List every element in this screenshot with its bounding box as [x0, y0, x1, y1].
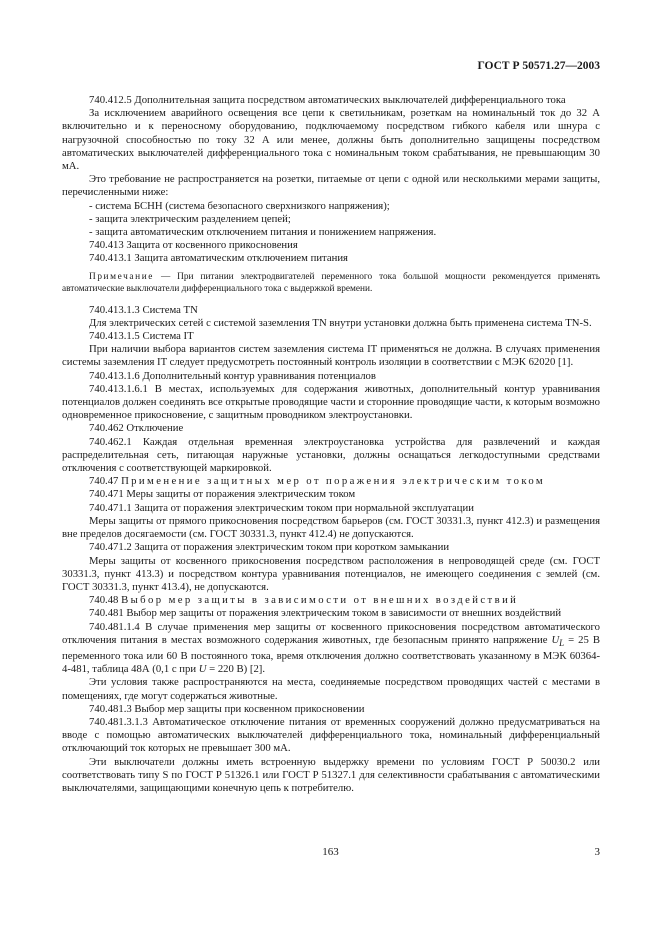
- paragraph: За исключением аварийного освещения все цепи к светильникам, розеткам на номинальный ток до 32 А включительно и к переносному оборудованию, подключаемому посредством гибкого кабеля или шнура с нагрузочной способностью по току 32 А или менее, должны быть дополнительно защищены посредством автоматических выключателей дифференциального тока с номинальным током срабатывания, не превышающим 30 мА.: [62, 107, 600, 173]
- list-item: - защита электрическим разделением цепей;: [89, 212, 291, 225]
- clause-740-413: 740.413 Защита от косвенного прикосновения: [89, 239, 298, 252]
- clause-740-481: 740.481 Выбор мер защиты от поражения электрическим током в зависимости от внешних воздействий: [89, 607, 562, 620]
- note: [62, 271, 600, 295]
- clause-740-471-1: 740.471.1 Защита от поражения электрическим током при нормальной эксплуатации: [89, 501, 474, 514]
- clause-740-462: 740.462 Отключение: [89, 422, 184, 435]
- section-title: Выбор мер защиты в зависимости от внешних воздействий: [121, 594, 519, 607]
- clause-740-413-1-5: 740.413.1.5 Система IT: [89, 330, 194, 343]
- paragraph: Для электрических сетей с системой заземления TN внутри установки должна быть применена система TN-S.: [89, 316, 592, 329]
- paragraph: Меры защиты от прямого прикосновения посредством барьеров (см. ГОСТ 30331.3, пункт 412.3) и размещения вне пределов досягаемости (см. ГОСТ 30331.3, пункт 412.4) не допускаются.: [62, 514, 600, 541]
- clause-740-471-2: 740.471.2 Защита от поражения электрическим током при коротком замыкании: [89, 541, 450, 554]
- sheet-number: 3: [594, 846, 600, 858]
- paragraph: 740.462.1 Каждая отдельная временная электроустановка устройства для развлечений и каждая распределительная сеть, питающая наружные установки, должны оснащаться легкодоступными средствами отключения с соответствующей маркировкой.: [62, 435, 600, 475]
- clause-740-412-5: 740.412.5 Дополнительная защита посредством автоматических выключателей дифференциального тока: [89, 94, 566, 106]
- section-740-47: [62, 475, 600, 488]
- list-item: - защита автоматическим отключением питания и понижением напряжения.: [89, 226, 437, 239]
- paragraph: Эти выключатели должны иметь встроенную выдержку времени по условиям ГОСТ Р 50030.2 или соответствовать типу S по ГОСТ Р 51326.1 или ГОСТ Р 51327.1 для селективности срабатывания с автоматическими выключателями, защищающими конечную цепь к потребителю.: [62, 755, 600, 795]
- note-label: Примечание: [89, 271, 154, 282]
- section-740-48: [62, 594, 600, 607]
- clause-740-481-3: 740.481.3 Выбор мер защиты при косвенном прикосновении: [89, 702, 365, 715]
- paragraph: Меры защиты от косвенного прикосновения посредством расположения в непроводящей среде (см. ГОСТ 30331.3, пункт 413.3) и посредством контура уравнивания потенциалов, не имеющего соединения с землей (см. ГОСТ 30331.3, пункт 413.4), не допускаются.: [62, 554, 600, 593]
- paragraph: 740.481.1.4 В случае применения мер защиты от косвенного прикосновения посредством автоматического отключения питания в местах возможного содержания животных, где безопасным принято напряжение $U_L = 25$ В переменного тока или 60 В постоянного тока, время отключения должно соответствовать указанному в МЭК 60364-4-481, таблица 48А (0,1 с при U = 220 В) [2].: [62, 620, 601, 676]
- paragraph: 740.481.3.1.3 Автоматическое отключение питания от временных сооружений должно предусматриваться на вводе с помощью автоматических выключателей дифференциального тока, номинальный дифференциальный отключающий ток которых не превышает 300 мА.: [62, 716, 600, 755]
- section-number: 740.48: [89, 594, 122, 607]
- paragraph: При наличии выбора вариантов систем заземления система IT применяться не должна. В случаях применения системы заземления IT следует предусмотреть постоянный контроль изоляции в соответствии с МЭК 62020 [1].: [62, 343, 600, 369]
- paragraph: Эти условия также распространяются на места, соединяемые посредством проводящих частей с местами в помещениях, где могут содержаться животные.: [62, 676, 600, 702]
- clause-740-413-1: 740.413.1 Защита автоматическим отключением питания: [89, 252, 348, 265]
- clause-740-413-1-3: 740.413.1.3 Система TN: [89, 303, 198, 316]
- document-code: ГОСТ Р 50571.27—2003: [477, 60, 600, 72]
- paragraph: Это требование не распространяется на розетки, питаемые от цепи с одной или несколькими мерами защиты, перечисленными ниже:: [62, 173, 600, 199]
- list-item: - система БСНН (система безопасного сверхнизкого напряжения);: [89, 199, 390, 212]
- section-number: 740.47: [89, 475, 122, 488]
- clause-740-413-1-6: 740.413.1.6 Дополнительный контур уравнивания потенциалов: [89, 369, 376, 382]
- document-body: [62, 94, 600, 795]
- paragraph: 740.413.1.6.1 В местах, используемых для содержания животных, дополнительный контур уравнивания потенциалов должен соединять все открытые проводящие части и сторонние проводящие части, к которым возможно одновременное прикосновение, с защитным проводником электроустановки.: [62, 382, 600, 422]
- note-text: — При питании электродвигателей переменного тока большой мощности рекомендуется применять автоматические выключатели дифференциального тока с выдержкой времени.: [62, 271, 600, 294]
- section-title: Применение защитных мер от поражения электрическим током: [121, 475, 546, 488]
- page-number: 163: [322, 846, 339, 858]
- clause-740-471: 740.471 Меры защиты от поражения электрическим током: [89, 488, 356, 501]
